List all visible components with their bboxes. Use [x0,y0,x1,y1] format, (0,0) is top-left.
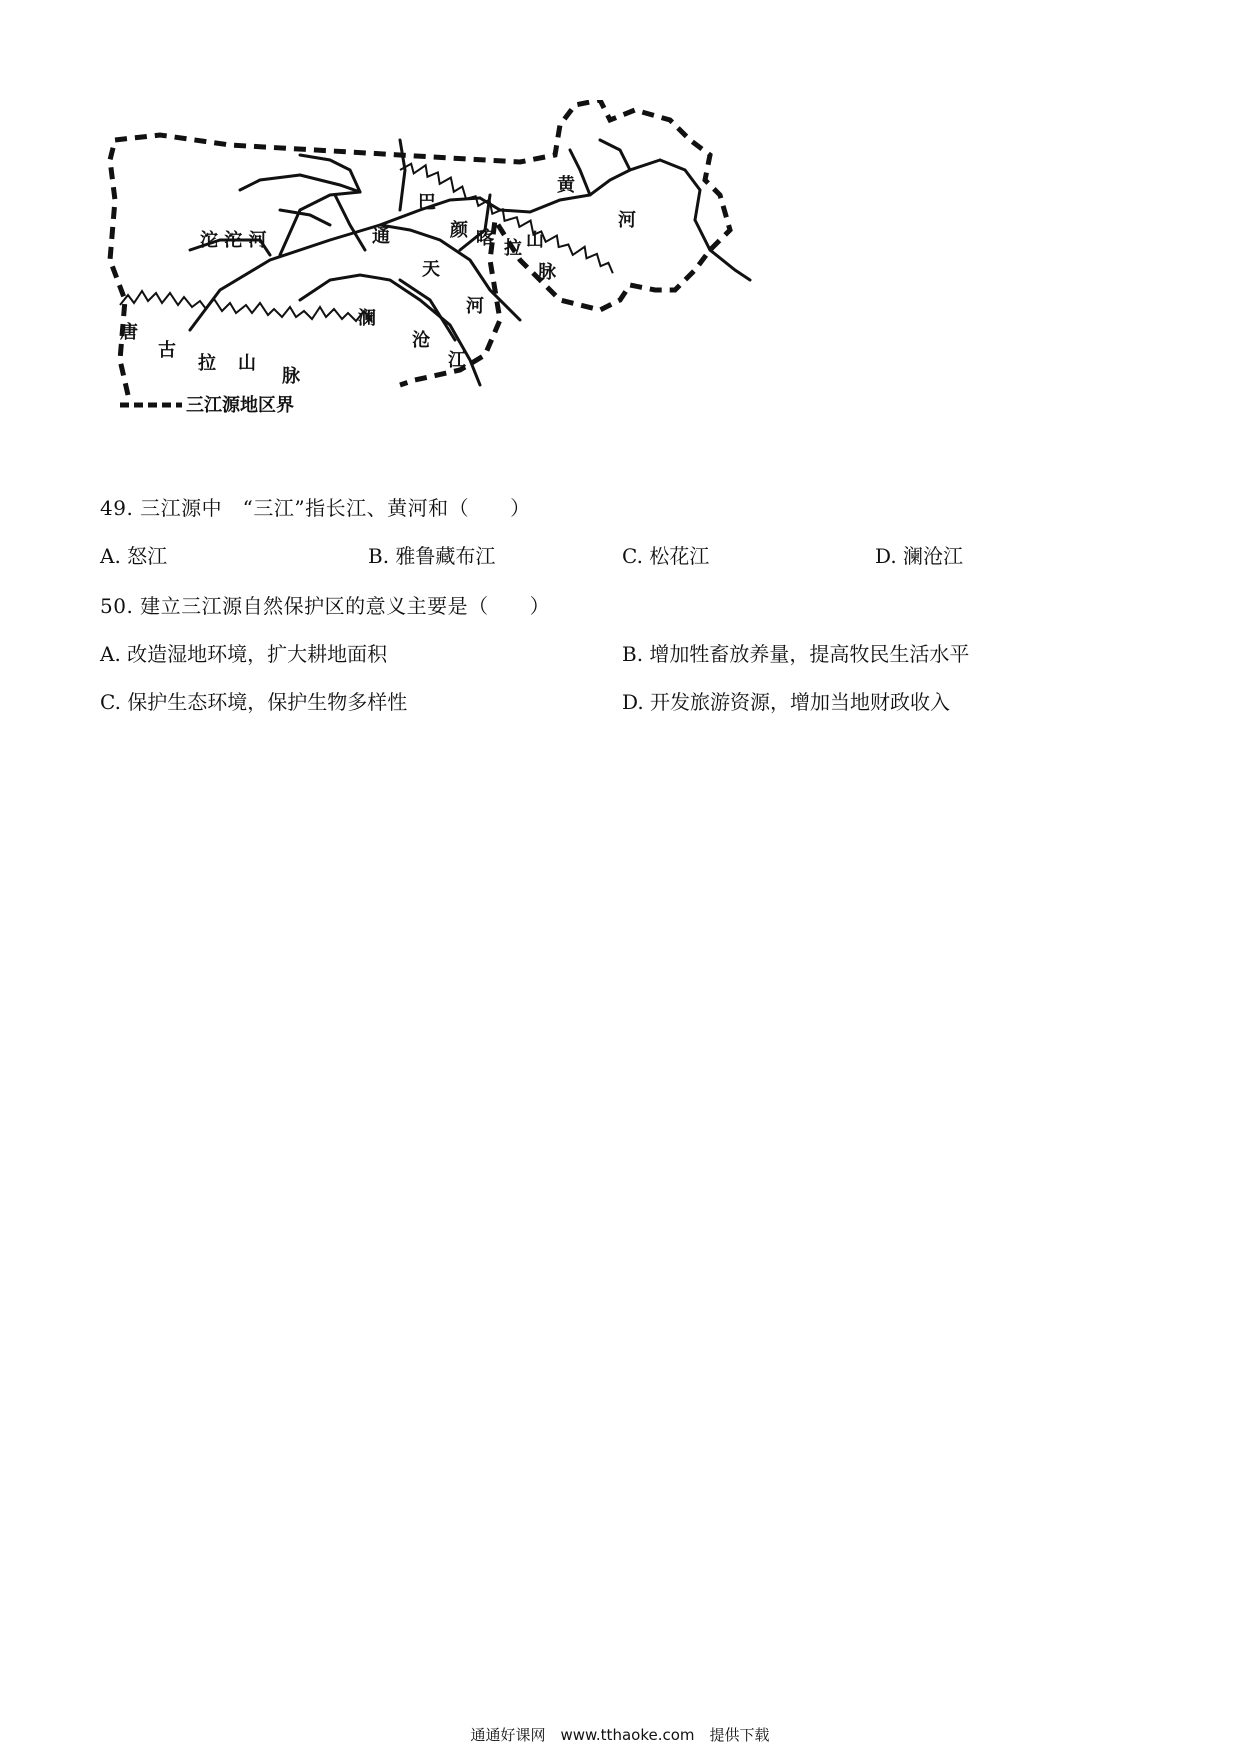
legend-label: 三江源地区界 [186,395,294,416]
label-lan: 澜 [358,308,376,329]
label-tong: 通 [372,226,390,247]
question-50-option-b: B. 增加牲畜放养量，提高牧民生活水平 [622,642,970,666]
label-ba: 巴 [418,192,436,213]
label-ka: 喀 [476,228,494,249]
label-la-bayankala: 拉 [504,238,522,259]
question-50-option-c: C. 保护生态环境，保护生物多样性 [100,690,408,714]
label-cang: 沧 [412,330,430,351]
question-50-stem: 50. 建立三江源自然保护区的意义主要是（ ） [100,594,551,618]
question-49-option-d: D. 澜沧江 [875,544,964,568]
label-gu: 古 [158,340,176,361]
question-49-option-b: B. 雅鲁藏布江 [368,544,496,568]
label-yan: 颜 [450,220,468,241]
question-49-option-a: A. 怒江 [100,544,168,568]
label-mai-bayankala: 脉 [538,262,556,283]
label-tuotuo-river: 沱 沱 河 [200,230,267,251]
question-49-stem: 49. 三江源中 “三江”指长江、黄河和（ ） [100,496,531,520]
label-shan-bayankala: 山 [526,230,544,251]
question-50-option-a: A. 改造湿地环境，扩大耕地面积 [100,642,388,666]
label-tang: 唐 [120,322,138,343]
label-tian: 天 [422,259,440,280]
page-footer: 通通好课网 www.tthaoke.com 提供下载 [470,1726,770,1744]
label-shan-tanggula: 山 [238,353,256,374]
rivers [190,140,750,385]
question-50-option-d: D. 开发旅游资源，增加当地财政收入 [622,690,951,714]
mountain-range-tanggula [120,291,372,321]
three-rivers-source-map [100,100,840,480]
label-mai-tanggula: 脉 [282,366,300,387]
label-he-tongtian: 河 [466,296,484,317]
label-huang: 黄 [557,175,575,196]
label-jiang: 江 [448,350,466,371]
question-49-option-c: C. 松花江 [622,544,710,568]
label-la-tanggula: 拉 [198,353,216,374]
label-he-huang: 河 [618,210,636,231]
